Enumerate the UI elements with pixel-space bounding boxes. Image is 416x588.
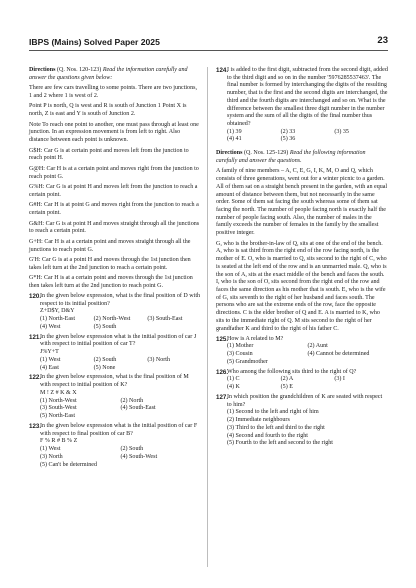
- option[interactable]: (2) 33: [280, 128, 296, 135]
- option[interactable]: (4) K: [227, 384, 240, 390]
- option[interactable]: (3) 35: [334, 128, 349, 135]
- option[interactable]: (1) West: [40, 356, 61, 363]
- option[interactable]: (3) Third to the left and third to the right: [227, 424, 325, 431]
- directions-125-129: Directions (Q. Nos. 125-129) Read the following information carefully and answer the questions.: [216, 150, 366, 164]
- option[interactable]: (3) North: [147, 356, 170, 363]
- option[interactable]: (1) West: [40, 446, 61, 453]
- option[interactable]: (4) South-West: [120, 453, 158, 460]
- option[interactable]: (1) North-East: [40, 316, 76, 323]
- option[interactable]: (4) South-East: [120, 405, 156, 412]
- options: [40, 357, 201, 372]
- page-number: 23: [377, 35, 388, 46]
- question-123: 123. In the given below expression what is the initial position of car F with respect to final position of car B? F % R # B % Z (1) West (2) South (3) North (4) South-West (5) Can't be determined: [29, 423, 201, 469]
- option[interactable]: (2) Aunt: [307, 343, 328, 350]
- option[interactable]: (1) Mother: [227, 343, 254, 350]
- option[interactable]: (3) Cousin: [227, 350, 253, 357]
- option[interactable]: (5) None: [93, 364, 116, 371]
- question-text: How is A related to M?: [227, 335, 284, 342]
- header-rule: [29, 50, 388, 51]
- question-127: 127. In which position the grandchildren of K are seated with respect to him? (1) Second to the left and right of him (2) Immediate neighbours (3) Third to the left and third to the right (4) Second and fourth to the right (5) Fourth to the left and second to the right: [216, 394, 388, 448]
- option[interactable]: (1) 39: [227, 128, 242, 135]
- option[interactable]: (1) North-West: [40, 397, 77, 404]
- option[interactable]: (1) Second to the left and right of him: [227, 409, 319, 416]
- question-text: In the given below expression, what is the final position of M with respect to initial position of K?: [40, 374, 189, 389]
- question-expression: Z+D$Y, D&Y: [40, 308, 75, 315]
- page-header: [0, 0, 416, 62]
- option[interactable]: (2) South: [93, 356, 117, 363]
- option[interactable]: (4) Cannot be determined: [307, 350, 370, 357]
- rule-paragraph: G@H: Car H is at a certain point and moves right from the junction to reach point G.: [29, 165, 199, 180]
- question-text: In the given below expression what is the initial position of car J with respect to initial position of car T?: [40, 333, 197, 348]
- option[interactable]: (4) 41: [227, 136, 242, 143]
- option[interactable]: (5) Fourth to the left and second to the right: [227, 440, 333, 447]
- paragraph: G, who is the brother-in-law of Q, sits at one of the end of the bench. A, who is sat third from the right end of the row facing north, is the mother of E. O, who is married to Q, sits second to the right of C, who is seated at the left end of the row and is an unmarried male. Q, who is the son of A, sits at the exact middle of the bench and faces the south. I, who is the son of O, sits second from the right end of the row and faces the same direction as his mother that is south. E, who is the wife of G, sits seventh to the right of her husband and faces south. The persons who are sat the extreme ends of the row, face the opposite directions. C is the elder brother of Q and E. A is married to K, who sits to the immediate right of Q. M sits second to the right of her grandfather K and third to the right of his father C.: [216, 240, 387, 332]
- paper-title: IBPS (Mains) Solved Paper 2025: [29, 37, 160, 47]
- option[interactable]: (5) North-East: [40, 413, 76, 420]
- question-124: 124. I is added to the first digit, subtracted from the second digit, added to the third digit and so on in the number '5976285537463'. The final number is formed by interchanging the digits of the resulting number, that is the first and the second digits are interchanged, the third and the fourth digits are interchanged and so on. What is the difference between the smallest three digit number in the number system and the sum of all the digits of the final number thus obtained? (1) 39 (2) 33 (3) 35 (4) 41 (5) 36: [216, 67, 388, 143]
- question-text: Who among the following sits third to the right of Q?: [227, 368, 357, 375]
- question-121: 121. In the given below expression what is the initial position of car J with respect to initial position of car T? J%Y+T (1) West (2) South (3) North (4) East (5) None: [29, 334, 201, 373]
- rule-paragraph: G+H: Car H is at a certain point and moves straight through all the junctions to reach point G.: [29, 238, 191, 253]
- rule-paragraph: G%H: Car G is at point H and moves left from the junction to reach a certain point.: [29, 184, 198, 198]
- left-column: [29, 67, 201, 469]
- option[interactable]: (4) Second and fourth to the right: [227, 432, 308, 439]
- option[interactable]: (5) Can't be determined: [40, 461, 98, 468]
- question-text: In the given below expression what is the initial position of car F with respect to final position of car B?: [40, 422, 198, 437]
- question-text: In which position the grandchildren of K are seated with respect to him?: [227, 393, 383, 408]
- question-text: I is added to the first digit, subtracted from the second digit, added to the third digit and so on in the number '5976285537463'. The final number is formed by interchanging the digits of the resulting number, that is the first and the second digits are interchanged, the third and the fourth digits are interchanged and so on. What is the difference between the smallest three digit number in the number system and the sum of all the digits of the final number thus obtained?: [227, 67, 388, 128]
- paragraph: Point P is north, Q is west and R is south of Junction 1 Point X is north, Z is east and Y is south of Junction 2.: [29, 103, 187, 118]
- option[interactable]: (5) Grandmother: [227, 358, 268, 365]
- paragraph: A family of nine members – A, C, E, G, I, K, M, O and Q, which consists of three generations, went out for a winter picnic to a garden. All of them sat on a straight bench present in the garden, with an equal amount of distance between them, but not necessarily in the same order. Some of them sat facing the south whereas some of them sat facing the north. The number of people facing north is exactly half the number of people facing south. Also, the number of males in the family exceeds the number of females in the family by the smallest positive integer.: [216, 168, 388, 237]
- question-125: 125. How is A related to M? (1) Mother (2) Aunt (3) Cousin (4) Cannot be determined (5) Grandmother: [216, 336, 388, 367]
- rule-paragraph: G$H: Car G is at certain point and moves left from the junction to reach point H.: [29, 147, 189, 162]
- option[interactable]: (5) E: [280, 384, 293, 390]
- option[interactable]: (5) South: [93, 323, 117, 330]
- option[interactable]: (2) A: [280, 376, 294, 383]
- rule-paragraph: G*H: Car H is at a certain point and moves through the 1st junction then takes left turn at the 2nd junction to reach point G.: [29, 275, 193, 290]
- options: [227, 376, 388, 391]
- note-paragraph: Note To reach one point to another, one must pass through at least one junction. In an expression movement is from left to right. Also distance between each point is unknown.: [29, 121, 199, 144]
- option[interactable]: (3) South-West: [40, 405, 77, 412]
- option[interactable]: (1) C: [227, 376, 240, 383]
- rule-paragraph: G#H: Car H is at point G and moves right from the junction to reach a certain point.: [29, 202, 199, 217]
- right-column: [216, 67, 388, 448]
- rule-paragraph: G&H: Car G is at point H and moves straight through all the junctions to reach a certain point.: [29, 220, 200, 235]
- options: [40, 446, 201, 469]
- option[interactable]: (4) East: [40, 364, 59, 371]
- option[interactable]: (2) North: [120, 397, 144, 404]
- column-divider: [207, 67, 208, 567]
- paragraph: There are few cars travelling to some points. There are two junctions, 1 and 2 where 1 is west of 2.: [29, 85, 197, 99]
- question-expression: F % R # B % Z: [40, 438, 78, 445]
- options: [227, 409, 388, 448]
- question-text: In the given below expression, what is the final position of D with respect to its initial position?: [40, 292, 201, 307]
- option[interactable]: (3) South-East: [147, 316, 183, 323]
- rule-paragraph: G'H: Car G is at a point H and moves through the 1st junction then takes left turn at the 2nd junction to reach a certain point.: [29, 257, 191, 271]
- options: [40, 316, 201, 331]
- options: [40, 398, 201, 421]
- option[interactable]: (2) South: [120, 446, 144, 453]
- options: [227, 343, 388, 366]
- question-120: 120. In the given below expression, what is the final position of D with respect to its initial position? Z+D$Y, D&Y (1) North-East (2) North-West (3) South-East (4) West (5) South: [29, 292, 201, 330]
- option[interactable]: (5) 36: [280, 136, 296, 143]
- question-expression: M ! Z # K & X: [40, 389, 77, 396]
- question-122: 122. In the given below expression, what is the final position of M with respect to initial position of K? M ! Z # K & X (1) North-West (2) North (3) South-West (4) South-East (5) North-East: [29, 374, 201, 420]
- option[interactable]: (3) North: [40, 453, 63, 460]
- question-expression: J%Y+T: [40, 349, 59, 356]
- options: [227, 129, 388, 144]
- option[interactable]: (3) I: [334, 376, 345, 383]
- option[interactable]: (2) North-West: [93, 316, 131, 323]
- question-126: 126. Who among the following sits third to the right of Q? (1) C (2) A (3) I (4) K (5) E: [216, 369, 388, 392]
- option[interactable]: (4) West: [40, 323, 61, 330]
- directions-120-123: Directions (Q. Nos. 120-123) Read the information carefully and answer the questions given below:: [29, 67, 188, 81]
- option[interactable]: (2) Immediate neighbours: [227, 417, 290, 424]
